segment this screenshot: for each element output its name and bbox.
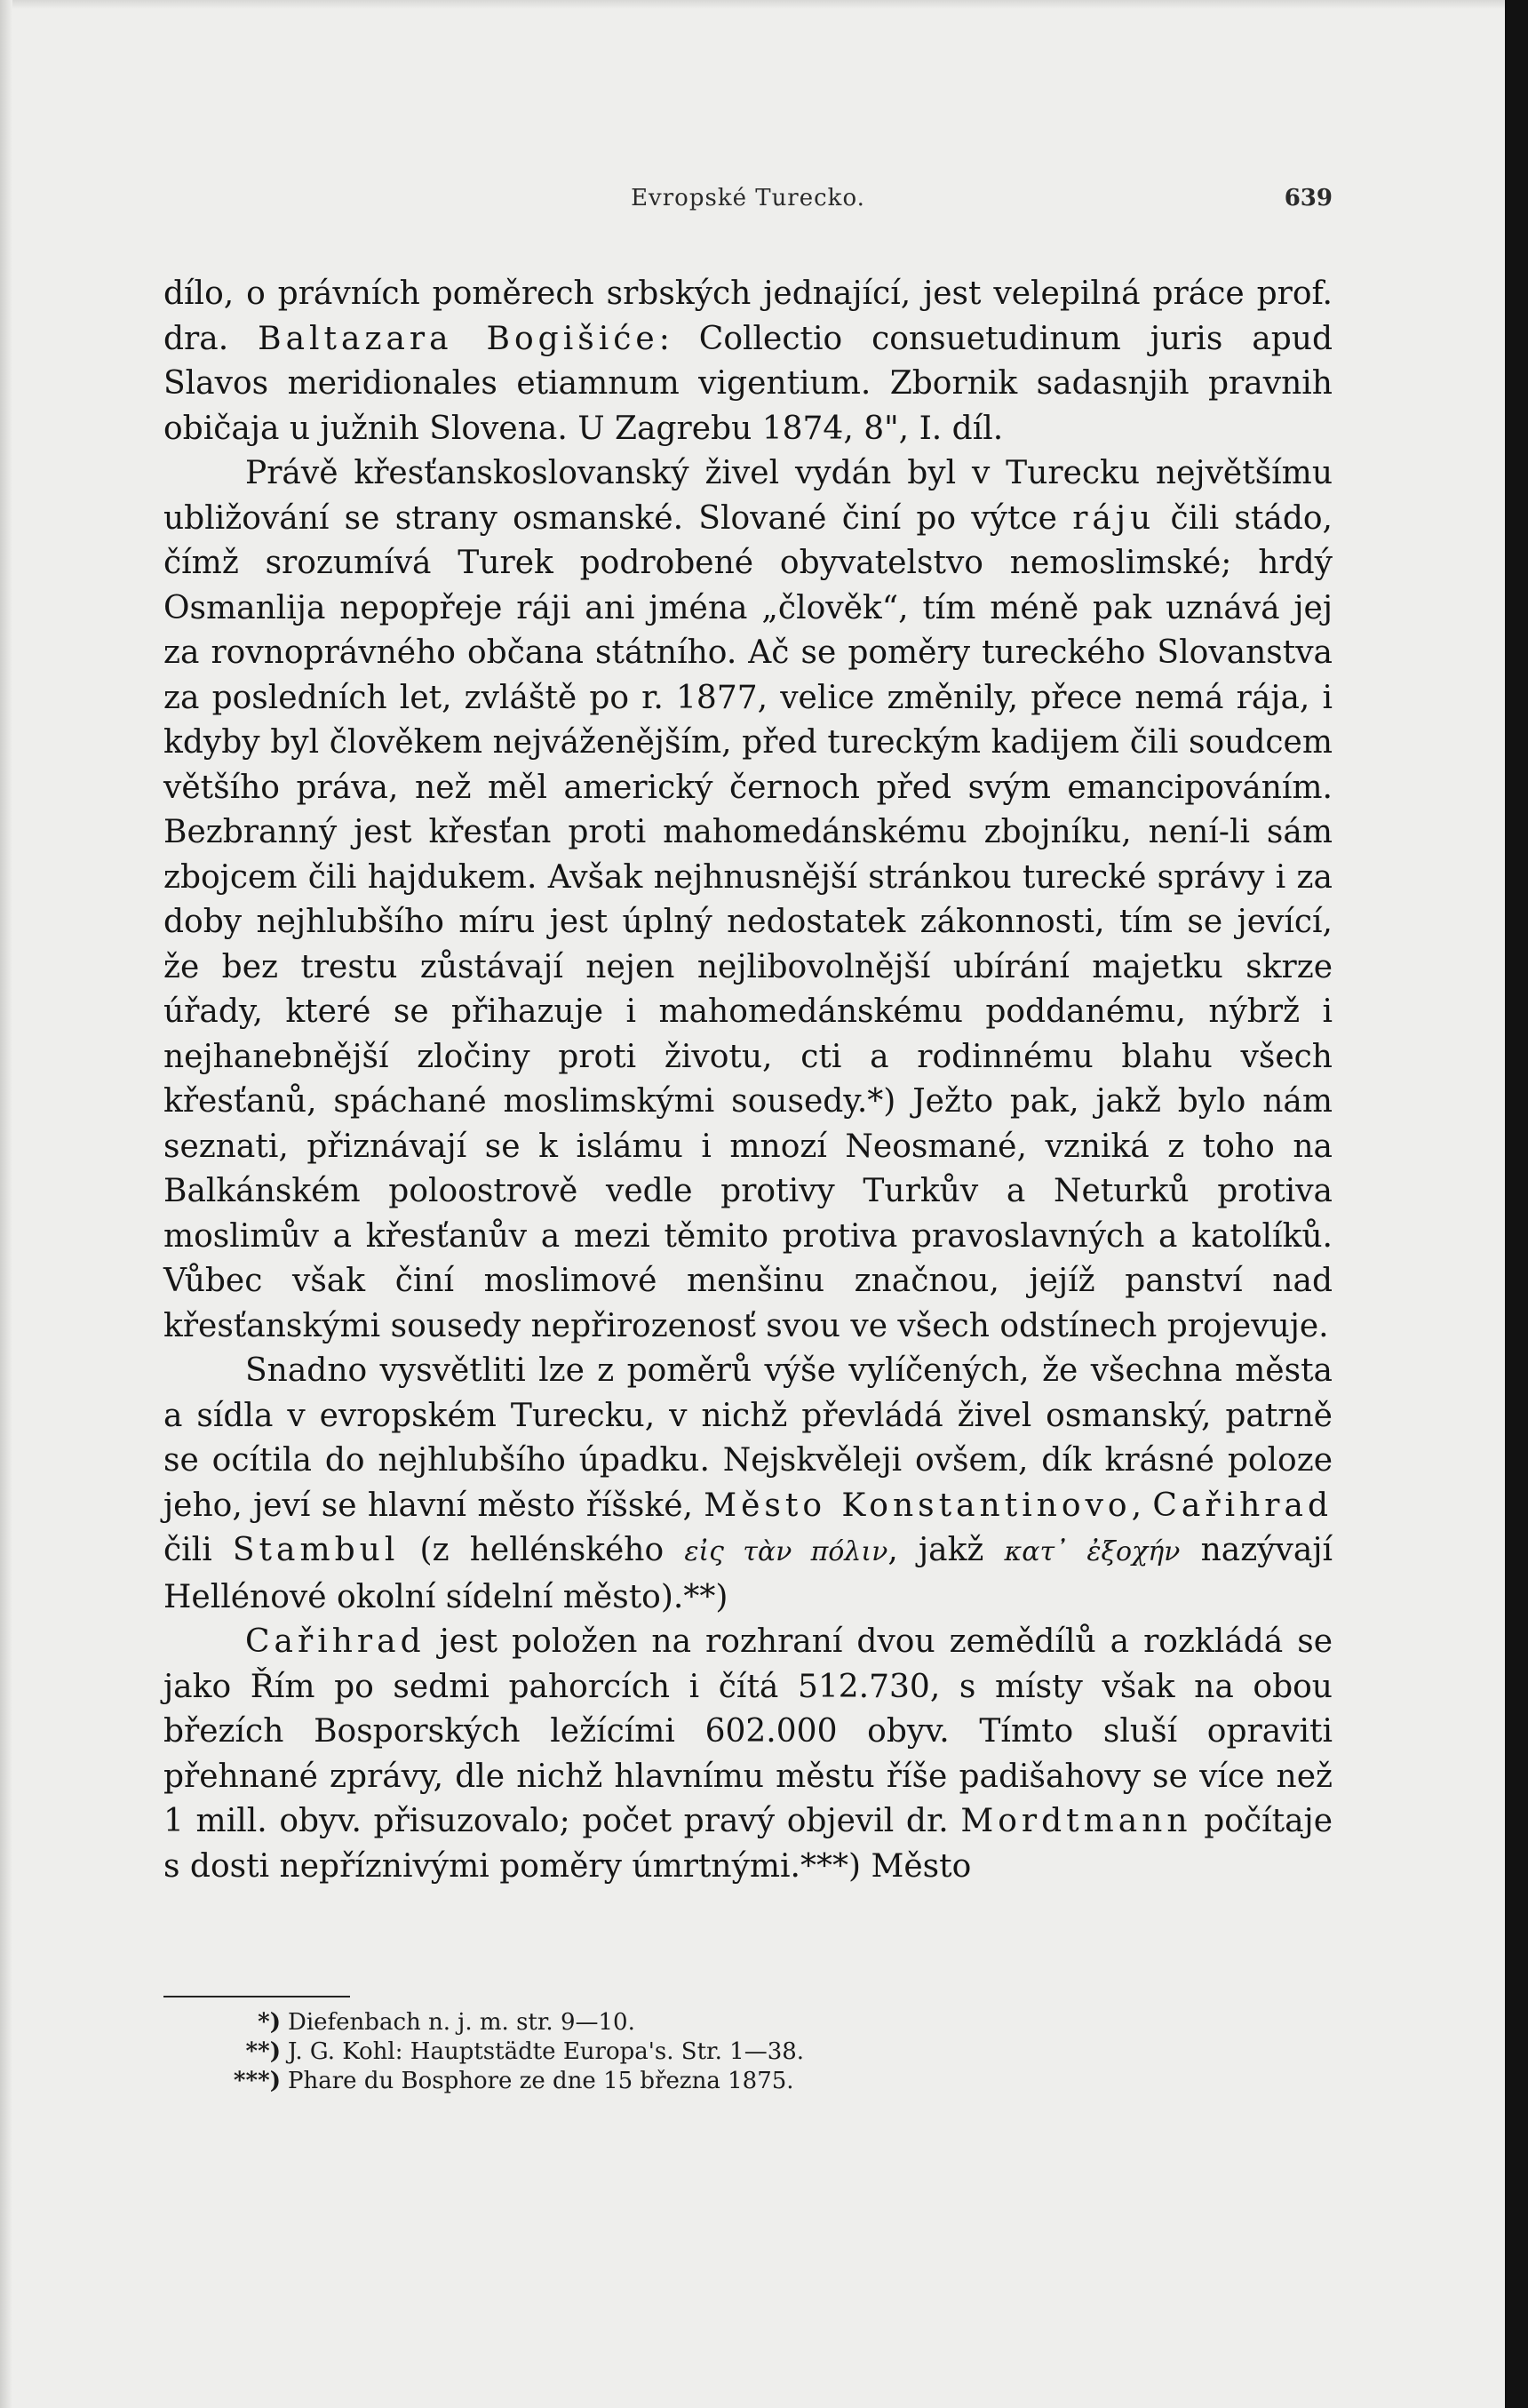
body-text xyxy=(163,272,1333,1889)
paragraph xyxy=(163,1620,1333,1889)
running-title: Evropské Turecko. xyxy=(631,185,865,211)
footnote-mark: **) xyxy=(245,2038,281,2065)
paragraph xyxy=(163,451,1333,1349)
text-run: dílo, o právních poměrech srbských jednající, jest velepilná práce prof. dra. xyxy=(163,275,1333,357)
footnote-text: J. G. Kohl: Hauptstädte Europa's. Str. 1—38. xyxy=(288,2038,805,2065)
footnote-rule xyxy=(163,1996,350,1997)
text-run: Právě křesťanskoslovanský živel vydán byl v Turecku největšímu ubližování se strany osmanské. Slované činí po výtce xyxy=(163,455,1333,537)
text-run: : Collectio consuetudinum juris apud Slavos meridionales etiamnum vigentium. Zbornik sadasnjih pravnih običaja u južnih Slovena. U Zagrebu 1874, 8", I. díl. xyxy=(163,320,1333,447)
footnote-text: Diefenbach n. j. m. str. 9—10. xyxy=(288,2009,635,2036)
text-run: , jakž xyxy=(887,1532,1005,1568)
scan-border-right xyxy=(1505,0,1528,2408)
spaced-name: Cařihrad xyxy=(1152,1487,1333,1524)
footnotes xyxy=(163,2008,1333,2096)
footnote xyxy=(163,2037,1333,2067)
footnote xyxy=(163,2008,1333,2037)
spaced-name: Mordtmann xyxy=(960,1803,1192,1839)
spaced-name: ráju xyxy=(1072,499,1156,537)
footnote-mark: *) xyxy=(258,2009,281,2036)
footnote-mark: ***) xyxy=(233,2068,281,2094)
text-run: (z hellénského xyxy=(399,1532,685,1568)
spaced-name: Cařihrad xyxy=(245,1623,426,1660)
spaced-name: Baltazara Bogišiće xyxy=(258,320,659,357)
text-run: čili stádo, čímž srozumívá Turek podrobené obyvatelstvo nemoslimské; hrdý Osmanlija nepopřeje ráji ani jména „člověk“, tím méně pak uznává jej za rovnoprávného občana státního. Ač se poměry tureckého Slovanstva za posledních let, zvláště po r. 1877, velice změnily, přece nemá rája, i kdyby byl člověkem nejváženějším, před tureckým kadijem čili soudcem většího práva, než měl americký černoch před svým emancipováním. Bezbranný jest křesťan proti mahomedánskému zbojníku, není-li sám zbojcem čili hajdukem. Avšak nejhnusnější stránkou turecké správy i za doby nejhlubšího míru jest úplný nedostatek zákonnosti, tím se jevící, že bez trestu zůstávají nejen nejlibovolnější ubírání majetku skrze úřady, které se přihazuje i mahomedánskému poddanému, nýbrž i nejhanebnější zločiny proti životu, cti a rodinnému blahu všech křesťanů, spáchané moslimskými sousedy.*) Ježto pak, jakž bylo nám seznati, přiznávají se k islámu i mnozí Neosmané, vzniká z toho na Balkánském poloostrově vedle protivy Turkův a Neturků protiva moslimův a křesťanův a mezi těmito protiva pravoslavných a katolíků. Vůbec však činí moslimové menšinu značnou, jejíž panství nad křesťanskými sousedy nepřirozenosť svou ve všech odstínech projevuje. xyxy=(163,499,1333,1344)
text-run: Snadno vysvětliti lze z poměrů výše vylíčených, že všechna města a sídla v evropském Turecku, v nichž převládá živel osmanský, patrně se ocítila do nejhlubšího úpadku. Nejskvěleji ovšem, dík krásné poloze jeho, jeví se hlavní město říšské, xyxy=(163,1352,1333,1524)
page-left-edge xyxy=(0,0,12,2408)
greek-phrase: κατ᾽ ἐξοχήν xyxy=(1004,1536,1181,1567)
text-run: počítaje s dosti nepříznivými poměry úmrtnými.***) Město xyxy=(163,1803,1333,1885)
page-top-edge xyxy=(0,0,1528,9)
running-head xyxy=(163,185,1333,220)
text-run: , xyxy=(1131,1487,1153,1524)
footnote xyxy=(163,2067,1333,2096)
spaced-name: Město Konstantinovo xyxy=(704,1487,1132,1524)
text-run: nazývají Hellénové okolní sídelní město).**) xyxy=(163,1532,1333,1615)
paragraph xyxy=(163,272,1333,451)
footnote-text: Phare du Bosphore ze dne 15 března 1875. xyxy=(288,2068,794,2094)
text-run: jest položen na rozhraní dvou zemědílů a rozkládá se jako Řím po sedmi pahorcích i čítá 512.730, s místy však na obou březích Bosporských ležícími 602.000 obyv. Tímto sluší opraviti přehnané zprávy, dle nichž hlavnímu městu říše padišahovy se více než 1 mill. obyv. přisuzovalo; počet pravý objevil dr. xyxy=(163,1623,1333,1839)
greek-phrase: εἰς τὰν πόλιν xyxy=(684,1536,888,1567)
paragraph xyxy=(163,1349,1333,1620)
spaced-name: Stambul xyxy=(232,1532,400,1568)
page-number: 639 xyxy=(1284,185,1333,211)
text-run: čili xyxy=(163,1532,233,1568)
